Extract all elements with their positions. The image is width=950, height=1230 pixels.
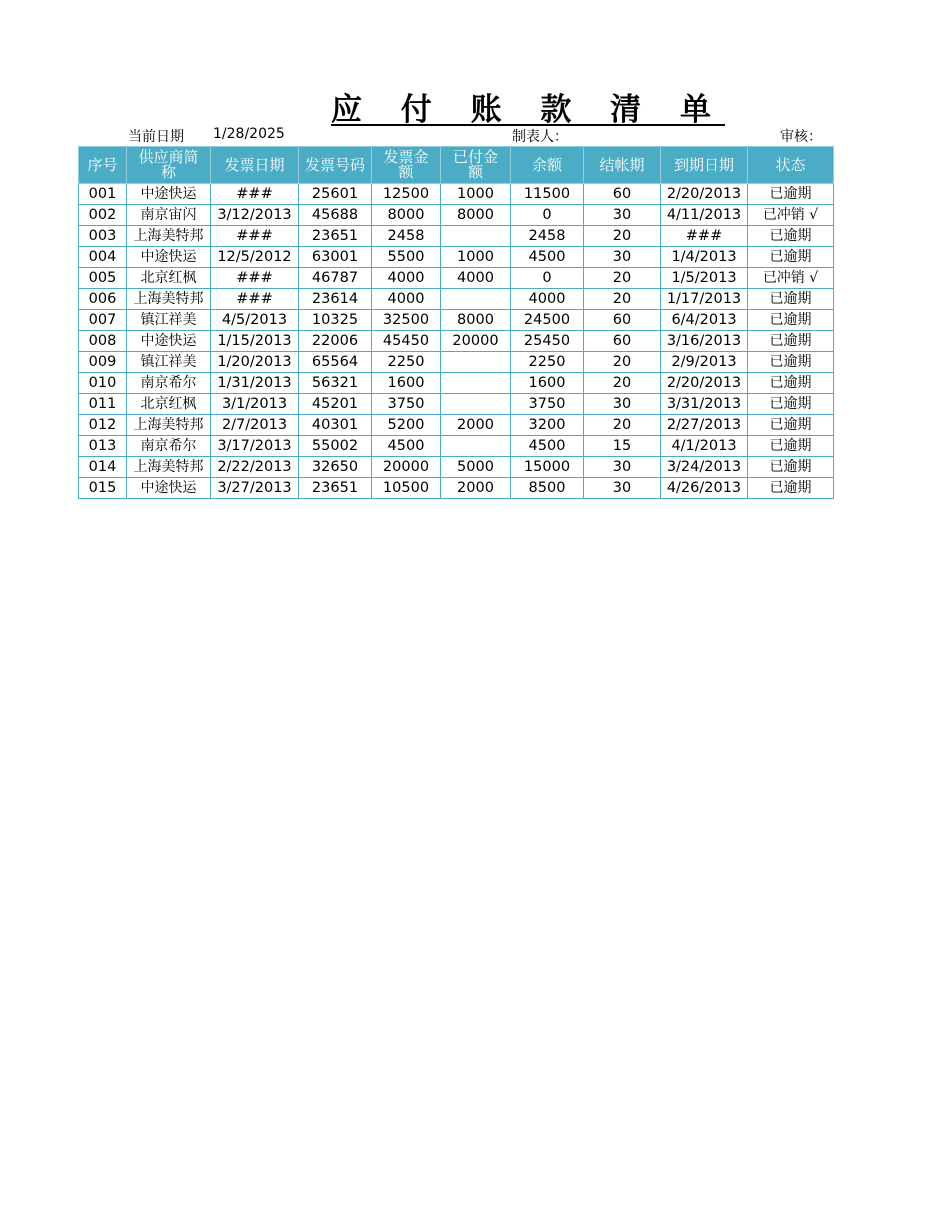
paid-amount-cell[interactable]: 2000 (441, 415, 511, 436)
seq-cell[interactable]: 003 (79, 226, 127, 247)
col-header-balance[interactable]: 余额 (511, 147, 584, 184)
seq-cell[interactable]: 005 (79, 268, 127, 289)
due-date-cell[interactable]: 2/20/2013 (661, 373, 748, 394)
supplier-cell[interactable]: 上海美特邦 (127, 289, 211, 310)
due-date-cell[interactable]: 3/31/2013 (661, 394, 748, 415)
balance-cell[interactable]: 8500 (511, 478, 584, 499)
supplier-cell[interactable]: 中途快运 (127, 247, 211, 268)
table-row (79, 268, 834, 289)
balance-cell[interactable]: 25450 (511, 331, 584, 352)
invoice-number-cell[interactable]: 32650 (299, 457, 372, 478)
terms-cell[interactable]: 30 (584, 394, 661, 415)
invoice-amount-cell[interactable]: 4000 (372, 289, 441, 310)
invoice-date-cell[interactable]: 1/20/2013 (211, 352, 299, 373)
table-row (79, 457, 834, 478)
invoice-number-cell[interactable]: 40301 (299, 415, 372, 436)
terms-cell[interactable]: 20 (584, 415, 661, 436)
terms-cell[interactable]: 20 (584, 373, 661, 394)
invoice-amount-cell[interactable]: 3750 (372, 394, 441, 415)
terms-cell[interactable]: 60 (584, 310, 661, 331)
balance-cell[interactable]: 4000 (511, 289, 584, 310)
supplier-cell[interactable]: 上海美特邦 (127, 415, 211, 436)
seq-cell[interactable]: 012 (79, 415, 127, 436)
invoice-date-cell[interactable]: 3/12/2013 (211, 205, 299, 226)
balance-cell[interactable]: 3750 (511, 394, 584, 415)
col-header-due-date[interactable]: 到期日期 (661, 147, 748, 184)
terms-cell[interactable]: 30 (584, 205, 661, 226)
due-date-cell[interactable]: 1/4/2013 (661, 247, 748, 268)
invoice-amount-cell[interactable]: 4000 (372, 268, 441, 289)
due-date-cell[interactable]: 4/11/2013 (661, 205, 748, 226)
due-date-cell[interactable]: 3/24/2013 (661, 457, 748, 478)
seq-cell[interactable]: 006 (79, 289, 127, 310)
supplier-cell[interactable]: 南京希尔 (127, 373, 211, 394)
balance-cell[interactable]: 3200 (511, 415, 584, 436)
table-row (79, 310, 834, 331)
invoice-number-cell[interactable]: 45688 (299, 205, 372, 226)
col-header-invoice-number[interactable]: 发票号码 (299, 147, 372, 184)
supplier-cell[interactable]: 中途快运 (127, 331, 211, 352)
invoice-amount-cell[interactable]: 32500 (372, 310, 441, 331)
invoice-number-cell[interactable]: 45201 (299, 394, 372, 415)
seq-cell[interactable]: 013 (79, 436, 127, 457)
current-date-value: 1/28/2025 (213, 126, 285, 142)
invoice-number-cell[interactable]: 23651 (299, 478, 372, 499)
invoice-number-cell[interactable]: 23651 (299, 226, 372, 247)
terms-cell[interactable]: 20 (584, 289, 661, 310)
status-cell[interactable]: 已逾期 (748, 436, 834, 457)
supplier-cell[interactable]: 北京红枫 (127, 268, 211, 289)
supplier-cell[interactable]: 上海美特邦 (127, 226, 211, 247)
col-header-invoice-date[interactable]: 发票日期 (211, 147, 299, 184)
status-cell[interactable]: 已逾期 (748, 352, 834, 373)
supplier-cell[interactable]: 北京红枫 (127, 394, 211, 415)
invoice-date-cell[interactable]: 2/7/2013 (211, 415, 299, 436)
table-row (79, 373, 834, 394)
status-cell[interactable]: 已逾期 (748, 226, 834, 247)
invoice-date-cell[interactable]: 2/22/2013 (211, 457, 299, 478)
terms-cell[interactable]: 20 (584, 226, 661, 247)
supplier-cell[interactable]: 南京希尔 (127, 436, 211, 457)
invoice-date-cell[interactable]: 1/31/2013 (211, 373, 299, 394)
status-cell[interactable]: 已逾期 (748, 457, 834, 478)
paid-amount-cell[interactable]: 8000 (441, 310, 511, 331)
invoice-amount-cell[interactable]: 2250 (372, 352, 441, 373)
invoice-amount-cell[interactable]: 2458 (372, 226, 441, 247)
reviewer-label: 审核： (780, 129, 822, 145)
status-cell[interactable]: 已逾期 (748, 184, 834, 205)
due-date-cell[interactable]: 1/17/2013 (661, 289, 748, 310)
balance-cell[interactable]: 15000 (511, 457, 584, 478)
invoice-date-cell[interactable]: 12/5/2012 (211, 247, 299, 268)
col-header-terms[interactable]: 结帐期 (584, 147, 661, 184)
table-row (79, 415, 834, 436)
invoice-amount-cell[interactable]: 12500 (372, 184, 441, 205)
col-header-status[interactable]: 状态 (748, 147, 834, 184)
due-date-cell[interactable]: 1/5/2013 (661, 268, 748, 289)
due-date-cell[interactable]: 2/27/2013 (661, 415, 748, 436)
table-row (79, 478, 834, 499)
invoice-date-cell[interactable]: 1/15/2013 (211, 331, 299, 352)
col-header-paid-amount[interactable]: 已付金 额 (441, 147, 511, 184)
invoice-date-cell[interactable]: ### (211, 226, 299, 247)
supplier-cell[interactable]: 镇江祥美 (127, 352, 211, 373)
balance-cell[interactable]: 11500 (511, 184, 584, 205)
paid-amount-cell[interactable]: 8000 (441, 205, 511, 226)
invoice-amount-cell[interactable]: 5200 (372, 415, 441, 436)
col-header-invoice-amount[interactable]: 发票金 额 (372, 147, 441, 184)
supplier-cell[interactable]: 上海美特邦 (127, 457, 211, 478)
supplier-cell[interactable]: 镇江祥美 (127, 310, 211, 331)
terms-cell[interactable]: 20 (584, 352, 661, 373)
due-date-cell[interactable]: ### (661, 226, 748, 247)
invoice-amount-cell[interactable]: 5500 (372, 247, 441, 268)
invoice-number-cell[interactable]: 23614 (299, 289, 372, 310)
invoice-date-cell[interactable]: 4/5/2013 (211, 310, 299, 331)
due-date-cell[interactable]: 4/1/2013 (661, 436, 748, 457)
maker-label: 制表人： (512, 129, 568, 145)
invoice-date-cell[interactable]: ### (211, 184, 299, 205)
col-header-seq[interactable]: 序号 (79, 147, 127, 184)
invoice-number-cell[interactable]: 22006 (299, 331, 372, 352)
terms-cell[interactable]: 30 (584, 478, 661, 499)
table-row (79, 394, 834, 415)
seq-cell[interactable]: 004 (79, 247, 127, 268)
invoice-number-cell[interactable]: 10325 (299, 310, 372, 331)
invoice-date-cell[interactable]: ### (211, 268, 299, 289)
status-cell[interactable]: 已逾期 (748, 394, 834, 415)
invoice-amount-cell[interactable]: 10500 (372, 478, 441, 499)
seq-cell[interactable]: 009 (79, 352, 127, 373)
table-row (79, 184, 834, 205)
status-cell[interactable]: 已逾期 (748, 310, 834, 331)
invoice-date-cell[interactable]: 3/27/2013 (211, 478, 299, 499)
header-row (79, 147, 834, 184)
paid-amount-cell[interactable] (441, 394, 511, 415)
balance-cell[interactable]: 4500 (511, 247, 584, 268)
seq-cell[interactable]: 001 (79, 184, 127, 205)
table-row (79, 352, 834, 373)
invoice-date-cell[interactable]: 3/1/2013 (211, 394, 299, 415)
col-header-supplier[interactable]: 供应商简 称 (127, 147, 211, 184)
balance-cell[interactable]: 0 (511, 205, 584, 226)
supplier-cell[interactable]: 中途快运 (127, 184, 211, 205)
terms-cell[interactable]: 30 (584, 247, 661, 268)
invoice-number-cell[interactable]: 63001 (299, 247, 372, 268)
seq-cell[interactable]: 015 (79, 478, 127, 499)
current-date-label: 当前日期 (128, 129, 184, 145)
status-cell[interactable]: 已逾期 (748, 331, 834, 352)
invoice-amount-cell[interactable]: 20000 (372, 457, 441, 478)
table-row (79, 289, 834, 310)
balance-cell[interactable]: 0 (511, 268, 584, 289)
paid-amount-cell[interactable]: 1000 (441, 184, 511, 205)
paid-amount-cell[interactable] (441, 373, 511, 394)
paid-amount-cell[interactable] (441, 289, 511, 310)
terms-cell[interactable]: 60 (584, 331, 661, 352)
balance-cell[interactable]: 24500 (511, 310, 584, 331)
due-date-cell[interactable]: 6/4/2013 (661, 310, 748, 331)
supplier-cell[interactable]: 南京宙闪 (127, 205, 211, 226)
terms-cell[interactable]: 20 (584, 268, 661, 289)
due-date-cell[interactable]: 3/16/2013 (661, 331, 748, 352)
invoice-date-cell[interactable]: 3/17/2013 (211, 436, 299, 457)
status-cell[interactable]: 已冲销 √ (748, 268, 834, 289)
invoice-amount-cell[interactable]: 8000 (372, 205, 441, 226)
seq-cell[interactable]: 011 (79, 394, 127, 415)
paid-amount-cell[interactable]: 5000 (441, 457, 511, 478)
status-cell[interactable]: 已逾期 (748, 478, 834, 499)
paid-amount-cell[interactable] (441, 436, 511, 457)
balance-cell[interactable]: 4500 (511, 436, 584, 457)
payables-table (78, 146, 834, 499)
paid-amount-cell[interactable] (441, 226, 511, 247)
seq-cell[interactable]: 008 (79, 331, 127, 352)
invoice-date-cell[interactable]: ### (211, 289, 299, 310)
invoice-amount-cell[interactable]: 45450 (372, 331, 441, 352)
balance-cell[interactable]: 2250 (511, 352, 584, 373)
paid-amount-cell[interactable]: 4000 (441, 268, 511, 289)
balance-cell[interactable]: 1600 (511, 373, 584, 394)
invoice-number-cell[interactable]: 46787 (299, 268, 372, 289)
invoice-number-cell[interactable]: 25601 (299, 184, 372, 205)
seq-cell[interactable]: 014 (79, 457, 127, 478)
terms-cell[interactable]: 60 (584, 184, 661, 205)
paid-amount-cell[interactable]: 20000 (441, 331, 511, 352)
balance-cell[interactable]: 2458 (511, 226, 584, 247)
seq-cell[interactable]: 010 (79, 373, 127, 394)
due-date-cell[interactable]: 4/26/2013 (661, 478, 748, 499)
invoice-number-cell[interactable]: 55002 (299, 436, 372, 457)
status-cell[interactable]: 已逾期 (748, 289, 834, 310)
table-row (79, 331, 834, 352)
table-row (79, 226, 834, 247)
seq-cell[interactable]: 002 (79, 205, 127, 226)
status-cell[interactable]: 已冲销 √ (748, 205, 834, 226)
sheet-title: 应 付 账 款 清 单 (331, 92, 725, 128)
paid-amount-cell[interactable]: 2000 (441, 478, 511, 499)
table-row (79, 247, 834, 268)
terms-cell[interactable]: 30 (584, 457, 661, 478)
due-date-cell[interactable]: 2/9/2013 (661, 352, 748, 373)
status-cell[interactable]: 已逾期 (748, 415, 834, 436)
invoice-number-cell[interactable]: 56321 (299, 373, 372, 394)
seq-cell[interactable]: 007 (79, 310, 127, 331)
due-date-cell[interactable]: 2/20/2013 (661, 184, 748, 205)
status-cell[interactable]: 已逾期 (748, 247, 834, 268)
status-cell[interactable]: 已逾期 (748, 373, 834, 394)
table-row (79, 205, 834, 226)
invoice-number-cell[interactable]: 65564 (299, 352, 372, 373)
terms-cell[interactable]: 15 (584, 436, 661, 457)
supplier-cell[interactable]: 中途快运 (127, 478, 211, 499)
invoice-amount-cell[interactable]: 4500 (372, 436, 441, 457)
paid-amount-cell[interactable]: 1000 (441, 247, 511, 268)
table-row (79, 436, 834, 457)
paid-amount-cell[interactable] (441, 352, 511, 373)
invoice-amount-cell[interactable]: 1600 (372, 373, 441, 394)
